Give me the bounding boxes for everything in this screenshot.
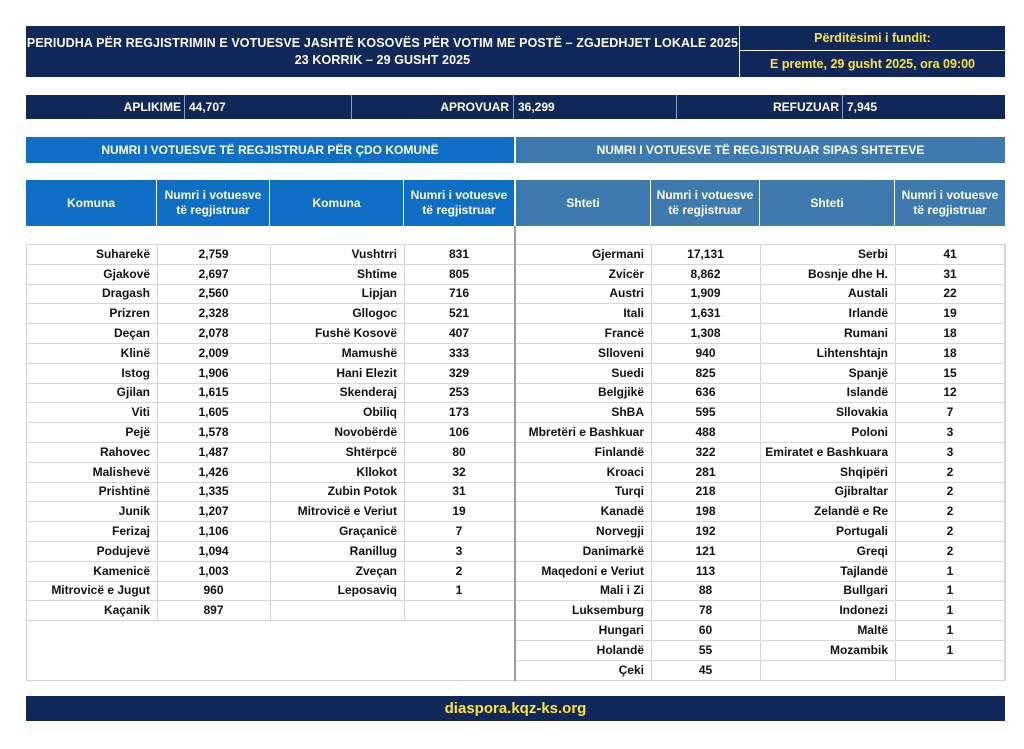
country-name: Kanadë — [600, 504, 644, 519]
column-header-count-line1: Numri i votuesve — [164, 188, 262, 202]
column-header-komuna: Komuna — [26, 180, 156, 226]
municipality-name: Hani Elezit — [336, 365, 397, 380]
registered-voter-count: 521 — [448, 306, 470, 321]
municipality-name: Ranillug — [349, 543, 397, 558]
registered-voter-count: 831 — [448, 246, 470, 261]
municipality-name: Kllokot — [356, 464, 397, 479]
municipality-name: Podujevë — [96, 543, 150, 558]
registered-voter-count: 41 — [943, 246, 957, 261]
municipality-name: Ferizaj — [111, 524, 150, 539]
country-name: Zvicër — [608, 266, 644, 281]
municipality-name: Dragash — [101, 286, 150, 301]
country-name: Gjermani — [591, 246, 644, 261]
country-name: Serbi — [857, 246, 888, 261]
country-section-title: NUMRI I VOTUESVE TË REGJISTRUAR SIPAS SHTETEVE — [516, 137, 1005, 163]
registered-voter-count: 1,578 — [198, 425, 229, 440]
registered-voter-count: 253 — [448, 385, 470, 400]
registered-voter-count: 333 — [448, 345, 470, 360]
registered-voter-count: 2,078 — [198, 326, 229, 341]
column-header-shteti: Shteti — [760, 180, 894, 226]
registered-voter-count: 960 — [203, 583, 224, 598]
municipality-name: Fushë Kosovë — [314, 326, 397, 341]
registered-voter-count: 19 — [943, 306, 957, 321]
rejected-label: REFUZUAR — [773, 100, 839, 114]
registered-voter-count: 8,862 — [690, 266, 721, 281]
registered-voter-count: 2 — [946, 464, 954, 479]
country-name: Mozambik — [829, 642, 888, 657]
municipality-name: Shtërpcë — [345, 444, 397, 459]
municipality-name: Viti — [131, 405, 150, 420]
country-name: Sllovakia — [835, 405, 888, 420]
registered-voter-count: 3 — [946, 425, 954, 440]
country-name: Itali — [623, 306, 644, 321]
municipality-name: Leposaviq — [337, 583, 397, 598]
country-name: Turqi — [614, 484, 644, 499]
municipality-name: Mitrovicë e Jugut — [51, 583, 150, 598]
last-update-label: Përditësimi i fundit: — [740, 26, 1005, 51]
country-name: Holandë — [596, 642, 644, 657]
column-header-count-line2: të regjistruar — [668, 203, 742, 217]
municipality-name: Pejë — [125, 425, 150, 440]
registered-voter-count: 2,697 — [198, 266, 229, 281]
country-name: Islandë — [846, 385, 888, 400]
country-name: Spanjë — [848, 365, 888, 380]
registered-voter-count: 3 — [455, 543, 463, 558]
municipality-name: Malishevë — [92, 464, 150, 479]
registered-voter-count: 1,487 — [198, 444, 229, 459]
registered-voter-count: 78 — [698, 603, 713, 618]
country-name: Danimarkë — [582, 543, 644, 558]
registered-voter-count: 1,003 — [198, 563, 229, 578]
registered-voter-count: 7 — [455, 524, 463, 539]
registered-voter-count: 940 — [695, 345, 716, 360]
country-name: Mali i Zi — [599, 583, 644, 598]
approved-label: APROVUAR — [440, 100, 509, 114]
column-header-count-line2: të regjistruar — [422, 203, 496, 217]
summary-stats-bar — [26, 95, 1005, 119]
rejected-value: 7,945 — [847, 100, 878, 114]
registered-voter-count: 1,906 — [198, 365, 229, 380]
municipality-name: Suharekë — [95, 246, 150, 261]
registered-voter-count: 1,426 — [198, 464, 229, 479]
country-name: Austali — [847, 286, 888, 301]
municipality-name: Obiliq — [363, 405, 397, 420]
registered-voter-count: 7 — [946, 405, 954, 420]
country-name: Rumani — [843, 326, 888, 341]
column-header-count — [895, 180, 1005, 226]
registered-voter-count: 2,560 — [198, 286, 229, 301]
column-header-count-line1: Numri i votuesve — [410, 188, 508, 202]
report-title-line2: 23 KORRIK – 29 GUSHT 2025 — [294, 52, 471, 67]
registered-voter-count: 60 — [698, 623, 713, 638]
registered-voter-count: 113 — [695, 563, 716, 578]
country-name: Suedi — [611, 365, 644, 380]
registered-voter-count: 1,335 — [198, 484, 229, 499]
row-divider — [760, 660, 1005, 661]
panel-left-border — [26, 244, 27, 680]
registered-voter-count: 1 — [455, 583, 463, 598]
country-name: Tajlandë — [840, 563, 888, 578]
municipality-name: Deçan — [113, 326, 150, 341]
country-name: Bullgari — [843, 583, 888, 598]
registered-voter-count: 897 — [203, 603, 224, 618]
country-name: Çeki — [618, 662, 644, 677]
municipality-name: Vushtrri — [351, 246, 397, 261]
municipality-name: Zubin Potok — [327, 484, 397, 499]
municipality-name: Gjakovë — [103, 266, 150, 281]
country-name: Portugali — [835, 524, 888, 539]
municipality-name: Istog — [121, 365, 150, 380]
applied-label: APLIKIME — [123, 100, 181, 114]
registered-voter-count: 1,605 — [198, 405, 229, 420]
country-name: Emiratet e Bashkuara — [765, 444, 888, 459]
panel-bottom-border — [26, 680, 515, 681]
registered-voter-count: 31 — [452, 484, 466, 499]
registered-voter-count: 636 — [695, 385, 716, 400]
registered-voter-count: 1,308 — [690, 326, 721, 341]
column-header-count-line1: Numri i votuesve — [901, 188, 999, 202]
registered-voter-count: 1,094 — [198, 543, 229, 558]
registered-voter-count: 19 — [452, 504, 466, 519]
registered-voter-count: 31 — [943, 266, 957, 281]
row-divider — [26, 620, 270, 621]
country-name: Belgjikë — [597, 385, 644, 400]
municipality-name: Gjilan — [116, 385, 150, 400]
registered-voter-count: 218 — [695, 484, 716, 499]
column-header-shteti: Shteti — [516, 180, 650, 226]
registered-voter-count: 1,615 — [198, 385, 229, 400]
registered-voter-count: 192 — [695, 524, 716, 539]
column-header-count — [651, 180, 759, 226]
municipality-name: Junik — [118, 504, 150, 519]
municipality-name: Gllogoc — [352, 306, 397, 321]
country-name: Hungari — [598, 623, 644, 638]
municipality-name: Graçanicë — [338, 524, 397, 539]
registered-voter-count: 32 — [452, 464, 466, 479]
registered-voter-count: 2 — [946, 504, 954, 519]
registered-voter-count: 1 — [946, 603, 954, 618]
registered-voter-count: 1 — [946, 583, 954, 598]
registered-voter-count: 1,631 — [690, 306, 721, 321]
country-name: Gjibraltar — [834, 484, 888, 499]
municipality-name: Prishtinë — [98, 484, 150, 499]
registered-voter-count: 12 — [943, 385, 957, 400]
country-name: Indonezi — [839, 603, 888, 618]
panel-right-border — [1004, 244, 1005, 680]
municipality-name: Mamushë — [341, 345, 397, 360]
country-name: Zelandë e Re — [813, 504, 888, 519]
registered-voter-count: 80 — [452, 444, 466, 459]
registered-voter-count: 2 — [946, 524, 954, 539]
country-name: Lihtenshtajn — [816, 345, 888, 360]
registered-voter-count: 595 — [695, 405, 716, 420]
registered-voter-count: 18 — [943, 326, 957, 341]
registered-voter-count: 2,759 — [198, 246, 229, 261]
municipality-name: Klinë — [120, 345, 150, 360]
country-name: Norvegji — [595, 524, 644, 539]
registered-voter-count: 18 — [943, 345, 957, 360]
country-name: Maltë — [857, 623, 888, 638]
report-title — [26, 26, 739, 77]
registered-voter-count: 2 — [946, 543, 954, 558]
column-header-komuna: Komuna — [270, 180, 403, 226]
country-name: Kroaci — [606, 464, 644, 479]
row-divider — [270, 600, 514, 601]
approved-value: 36,299 — [518, 100, 555, 114]
column-header-count — [157, 180, 269, 226]
municipality-name: Skenderaj — [339, 385, 397, 400]
country-name: Mbretëri e Bashkuar — [528, 425, 644, 440]
country-name: ShBA — [611, 405, 644, 420]
municipality-name: Shtime — [356, 266, 397, 281]
registered-voter-count: 1 — [946, 563, 954, 578]
municipality-name: Kamenicë — [93, 563, 150, 578]
registered-voter-count: 2,328 — [198, 306, 229, 321]
footer-website: diaspora.kqz-ks.org — [26, 696, 1005, 721]
column-divider — [1005, 244, 1006, 680]
registered-voter-count: 1 — [946, 623, 954, 638]
registered-voter-count: 407 — [448, 326, 470, 341]
country-name: Austri — [609, 286, 644, 301]
registered-voter-count: 22 — [943, 286, 957, 301]
registered-voter-count: 2,009 — [198, 345, 229, 360]
registered-voter-count: 488 — [695, 425, 716, 440]
last-update-box — [739, 26, 1005, 77]
municipality-name: Prizren — [109, 306, 150, 321]
country-name: Finlandë — [594, 444, 644, 459]
country-name: Luksemburg — [571, 603, 644, 618]
municipality-section-title: NUMRI I VOTUESVE TË REGJISTRUAR PËR ÇDO KOMUNË — [26, 137, 514, 163]
registered-voter-count: 121 — [695, 543, 716, 558]
column-header-count-line2: të regjistruar — [913, 203, 987, 217]
registered-voter-count: 1,909 — [690, 286, 721, 301]
registered-voter-count: 329 — [448, 365, 470, 380]
registered-voter-count: 1,106 — [198, 524, 229, 539]
country-name: Shqipëri — [839, 464, 888, 479]
report-title-line1: PERIUDHA PËR REGJISTRIMIN E VOTUESVE JASHTË KOSOVËS PËR VOTIM ME POSTË – ZGJEDHJET LOKALE 2025 — [26, 35, 739, 50]
registered-voter-count: 45 — [698, 662, 713, 677]
panel-bottom-border — [516, 680, 1005, 681]
country-name: Maqedoni e Veriut — [541, 563, 644, 578]
registered-voter-count: 716 — [448, 286, 470, 301]
municipality-name: Kaçanik — [103, 603, 150, 618]
column-header-count — [404, 180, 514, 226]
registered-voter-count: 106 — [448, 425, 470, 440]
registered-voter-count: 1,207 — [198, 504, 229, 519]
country-name: Greqi — [856, 543, 888, 558]
country-name: Bosnje dhe H. — [807, 266, 888, 281]
country-name: Slloveni — [597, 345, 644, 360]
registered-voter-count: 88 — [698, 583, 713, 598]
registered-voter-count: 2 — [455, 563, 463, 578]
column-header-count-line2: të regjistruar — [176, 203, 250, 217]
registered-voter-count: 15 — [943, 365, 957, 380]
registered-voter-count: 173 — [448, 405, 470, 420]
column-header-count-line1: Numri i votuesve — [656, 188, 754, 202]
registered-voter-count: 281 — [695, 464, 716, 479]
registered-voter-count: 322 — [695, 444, 716, 459]
registered-voter-count: 2 — [946, 484, 954, 499]
municipality-name: Rahovec — [99, 444, 150, 459]
last-update-value: E premte, 29 gusht 2025, ora 09:00 — [770, 57, 975, 71]
registered-voter-count: 198 — [695, 504, 716, 519]
registered-voter-count: 825 — [695, 365, 716, 380]
registered-voter-count: 17,131 — [687, 246, 724, 261]
municipality-name: Novobërdë — [334, 425, 397, 440]
registered-voter-count: 3 — [946, 444, 954, 459]
center-divider — [514, 226, 516, 681]
registered-voter-count: 805 — [448, 266, 470, 281]
municipality-name: Mitrovicë e Veriut — [297, 504, 397, 519]
applied-value: 44,707 — [189, 100, 226, 114]
country-name: Poloni — [851, 425, 888, 440]
row-divider — [270, 620, 514, 621]
municipality-name: Zveçan — [355, 563, 397, 578]
municipality-name: Lipjan — [361, 286, 397, 301]
registered-voter-count: 1 — [946, 642, 954, 657]
country-name: Irlandë — [848, 306, 888, 321]
country-name: Francë — [604, 326, 644, 341]
registered-voter-count: 55 — [698, 642, 713, 657]
